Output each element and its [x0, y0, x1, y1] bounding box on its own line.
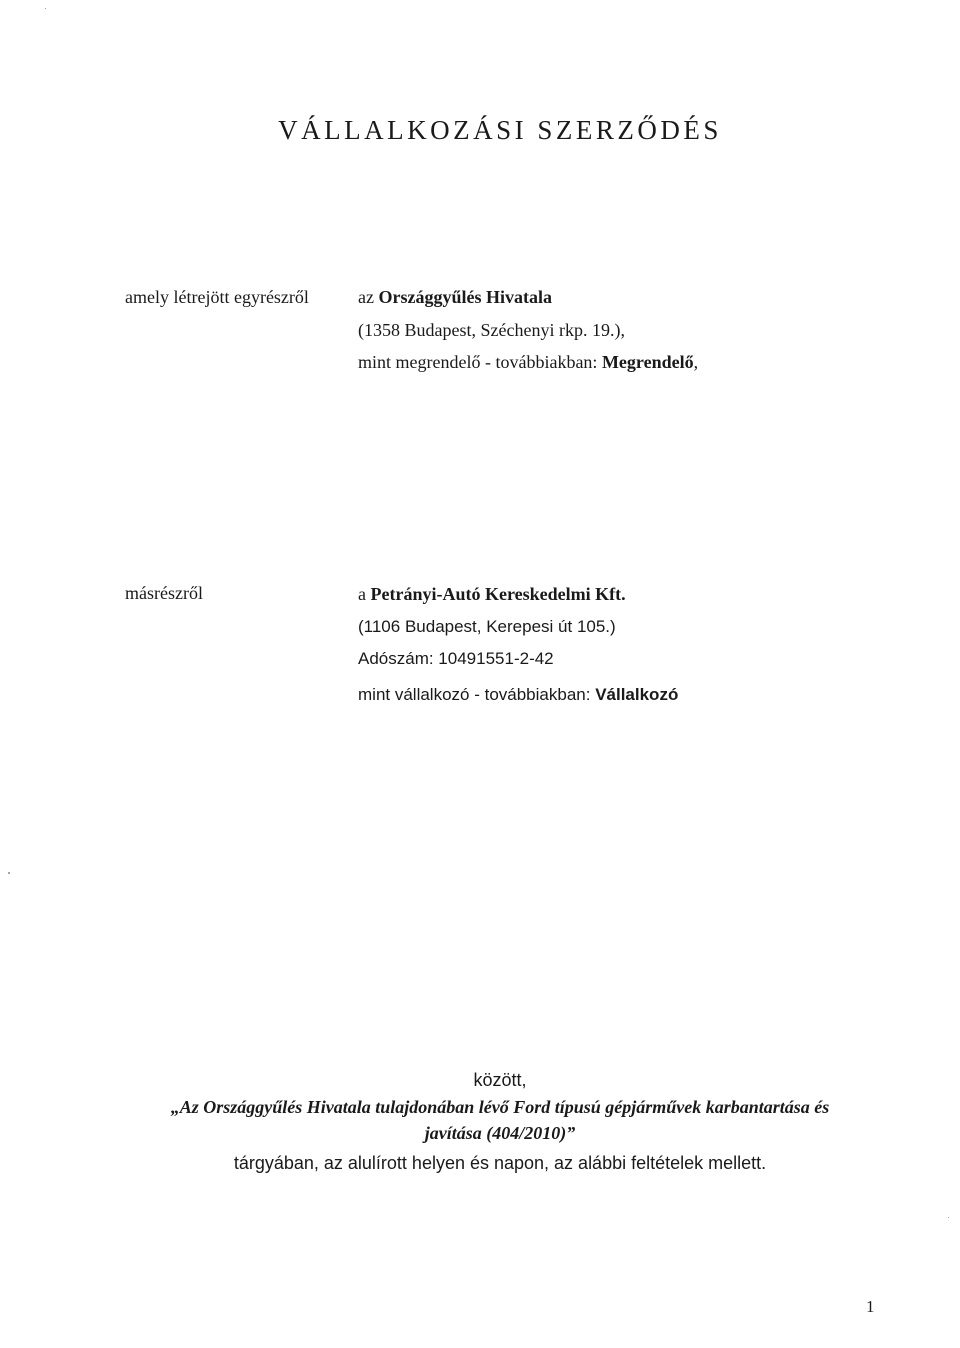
- between-text: között,: [473, 1070, 527, 1090]
- contract-subject-line2: javítása (404/2010)”: [424, 1123, 576, 1143]
- party2-address: (1106 Budapest, Kerepesi út 105.): [358, 617, 616, 636]
- page-number: 1: [866, 1297, 875, 1316]
- party1-label: amely létrejött egyrészről: [125, 287, 309, 307]
- party2-name: Petrányi-Autó Kereskedelmi Kft.: [370, 584, 626, 604]
- party1-name: Országgyűlés Hivatala: [378, 287, 552, 307]
- party2-tax-id: Adószám: 10491551-2-42: [358, 649, 554, 668]
- party1-role-suffix: ,: [693, 352, 699, 372]
- party2-label: másrészről: [125, 583, 203, 603]
- party2-role-prefix: mint vállalkozó - továbbiakban:: [358, 685, 596, 704]
- party1-role-prefix: mint megrendelő - továbbiakban:: [358, 352, 602, 372]
- closing-text: tárgyában, az alulírott helyen és napon, az alábbi feltételek mellett.: [233, 1153, 767, 1173]
- party2-name-line: [358, 584, 626, 605]
- party1-name-prefix: az: [358, 287, 379, 307]
- party1-name-line: [358, 287, 552, 308]
- document-title: VÁLLALKOZÁSI SZERZŐDÉS: [278, 115, 722, 145]
- party2-name-prefix: a: [358, 584, 371, 604]
- scan-speck: [8, 872, 10, 874]
- scan-speck: [45, 8, 46, 9]
- party2-role-line: [358, 685, 678, 705]
- party2-role: Vállalkozó: [595, 685, 679, 704]
- party1-address: (1358 Budapest, Széchenyi rkp. 19.),: [358, 320, 625, 340]
- party1-role: Megrendelő: [601, 352, 694, 372]
- contract-subject-line1: „Az Országgyűlés Hivatala tulajdonában lévő Ford típusú gépjárművek karbantartása és: [170, 1097, 830, 1117]
- party1-role-line: [358, 352, 698, 373]
- scan-speck: [948, 1217, 949, 1218]
